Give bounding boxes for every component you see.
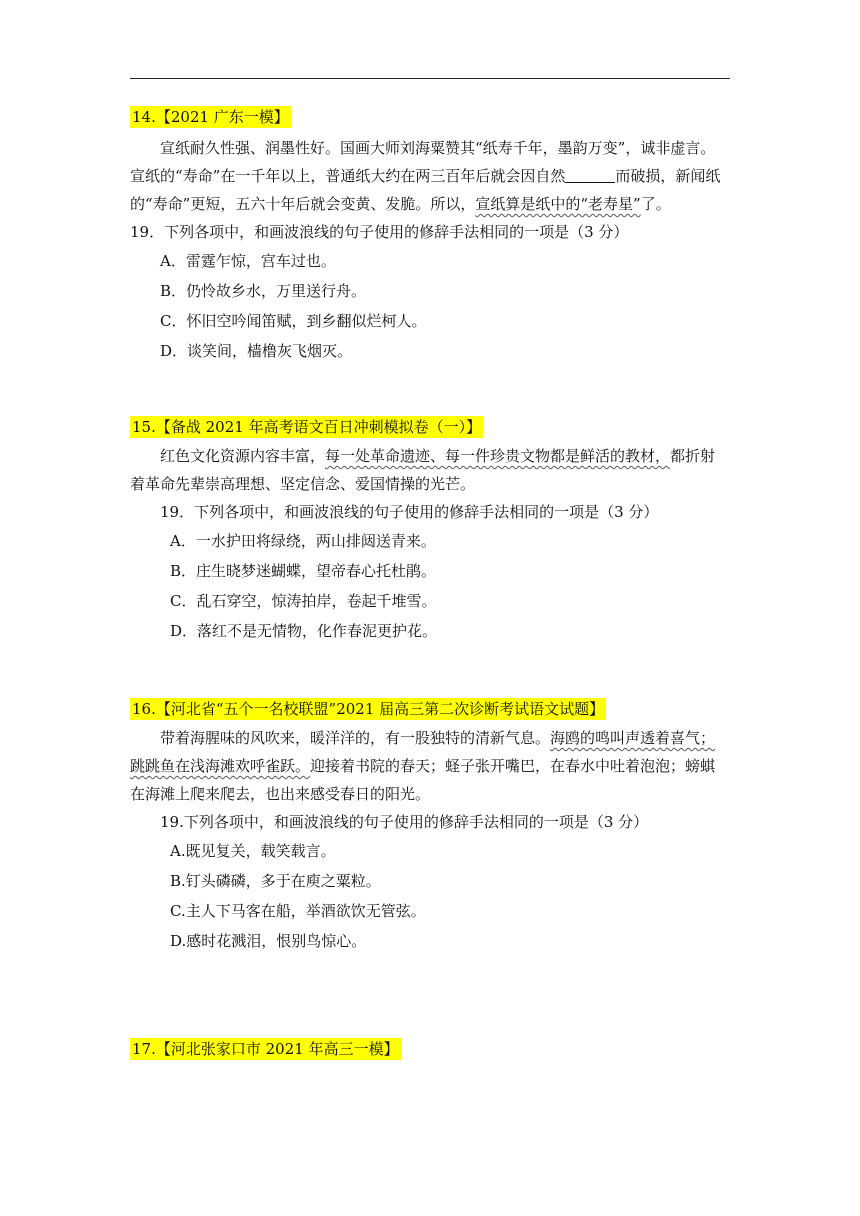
passage xyxy=(130,724,730,808)
question-heading: 15.【备战 2021 年高考语文百日冲刺模拟卷（一）】 xyxy=(132,418,482,436)
question-heading: 16.【河北省“五个一名校联盟”2021 届高三第二次诊断考试语文试题】 xyxy=(132,700,605,718)
option-c: C．乱石穿空，惊涛拍岸，卷起千堆雪。 xyxy=(170,592,437,610)
passage-text: 了。 xyxy=(640,195,671,213)
passage-text: 迎接着书院的春天；蛏子张开嘴巴，在春水中吐着泡泡；螃蜞在海滩上爬来爬去，也出来感受春日的阳光。 xyxy=(130,757,716,803)
option-c: C.主人下马客在船，举酒欲饮无管弦。 xyxy=(170,902,426,920)
passage-text: 红色文化资源内容丰富， xyxy=(160,447,326,465)
option-d: D.感时花溅泪，恨别鸟惊心。 xyxy=(170,932,367,950)
wavy-underlined-sentence: 每一处革命遗迹、每一件珍贵文物都是鲜活的教材， xyxy=(325,447,671,465)
option-a: A.既见复关，载笑载言。 xyxy=(170,842,336,860)
passage-text: 都折射着革命先辈崇高理想、坚定信念、爱国情操的光芒。 xyxy=(130,447,716,493)
passage xyxy=(130,134,730,218)
option-b: B．庄生晓梦迷蝴蝶，望帝春心托杜鹃。 xyxy=(170,562,437,580)
question-16 xyxy=(130,698,730,956)
question-prompt: 19．下列各项中，和画波浪线的句子使用的修辞手法相同的一项是（3 分） xyxy=(130,223,629,241)
passage-text: 而破损，新闻纸的“寿命”更短，五六十年后就会变黄、发脆。所以， xyxy=(130,167,721,213)
question-heading: 14.【2021 广东一模】 xyxy=(132,108,289,126)
option-d: D．落红不是无情物，化作春泥更护花。 xyxy=(170,622,438,640)
option-list xyxy=(130,246,730,366)
option-a: A．一水护田将绿绕，两山排闼送青来。 xyxy=(170,532,436,550)
question-heading: 17.【河北张家口市 2021 年高三一模】 xyxy=(132,1040,399,1058)
option-a: A．雷霆乍惊，宫车过也。 xyxy=(160,252,336,270)
question-14 xyxy=(130,106,730,366)
passage xyxy=(130,442,730,498)
option-c: C．怀旧空吟闻笛赋，到乡翻似烂柯人。 xyxy=(160,312,427,330)
question-17 xyxy=(130,1038,730,1060)
option-b: B.钉头磷磷，多于在庾之粟粒。 xyxy=(170,872,381,890)
question-prompt: 19．下列各项中，和画波浪线的句子使用的修辞手法相同的一项是（3 分） xyxy=(160,503,659,521)
option-b: B．仍怜故乡水，万里送行舟。 xyxy=(160,282,367,300)
question-15 xyxy=(130,416,730,646)
option-d: D．谈笑间，樯橹灰飞烟灭。 xyxy=(160,342,353,360)
passage-text: 带着海腥味的风吹来，暖洋洋的，有一股独特的清新气息。 xyxy=(160,729,551,747)
option-list xyxy=(130,836,730,956)
wavy-underlined-sentence: 宣纸算是纸中的“老寿星” xyxy=(475,195,641,213)
question-prompt: 19.下列各项中，和画波浪线的句子使用的修辞手法相同的一项是（3 分） xyxy=(160,813,649,831)
passage-text: 宣纸耐久性强、润墨性好。国画大师刘海粟赞其“纸寿千年，墨韵万变”，诚非虚言。宣纸的“寿命”在一千年以上，普通纸大约在两三百年后就会因自然 xyxy=(130,139,716,185)
wavy-underlined-sentence: 海鸥的鸣叫声透着喜气；跳跳鱼在浅海滩欢呼雀跃。 xyxy=(130,729,716,775)
header-rule xyxy=(130,78,730,79)
fill-blank xyxy=(565,168,615,183)
option-list xyxy=(130,526,730,646)
